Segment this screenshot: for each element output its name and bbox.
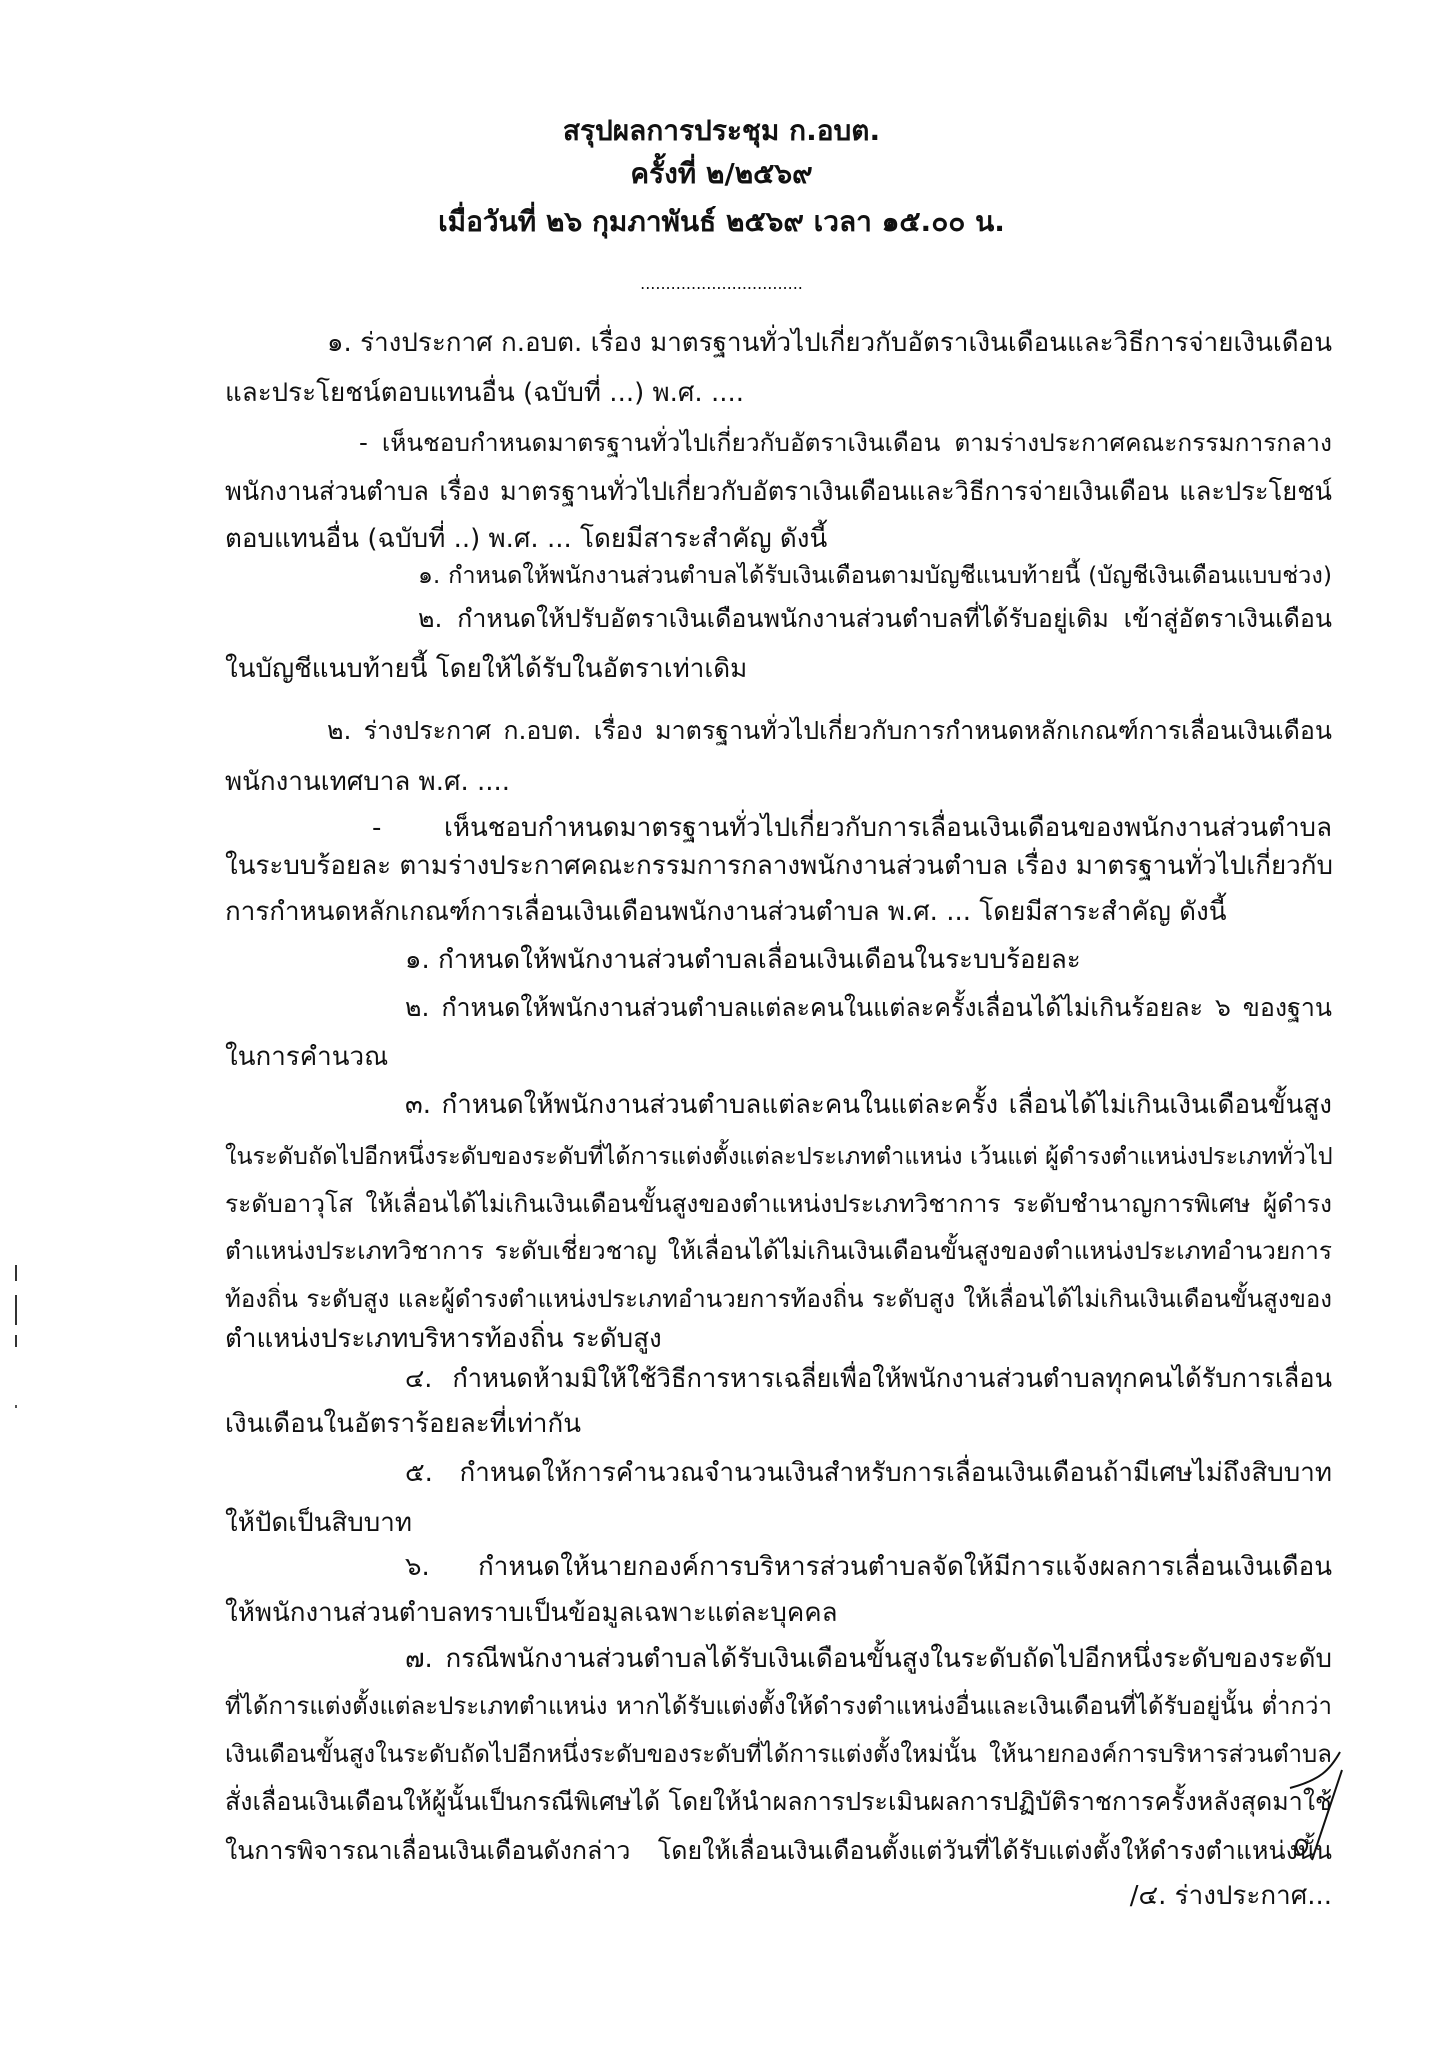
body-line: สั่งเลื่อนเงินเดือนให้ผู้นั้นเป็นกรณีพิเศษได้ โดยให้นำผลการประเมินผลการปฏิบัติราชการครั้งหลังสุดมาใช้ (225, 1787, 1332, 1816)
body-line: พนักงานส่วนตำบล เรื่อง มาตรฐานทั่วไปเกี่ยวกับอัตราเงินเดือนและวิธีการจ่ายเงินเดือน และประโยชน์ (225, 477, 1332, 507)
body-line: ตอบแทนอื่น (ฉบับที่ ..) พ.ศ. ... โดยมีสาระสำคัญ ดังนี้ (225, 524, 828, 554)
body-line: พนักงานเทศบาล พ.ศ. .... (225, 767, 511, 797)
body-line: ให้พนักงานส่วนตำบลทราบเป็นข้อมูลเฉพาะแต่ละบุคคล (225, 1598, 838, 1628)
body-line: ในระบบร้อยละ ตามร่างประกาศคณะกรรมการกลางพนักงานส่วนตำบล เรื่อง มาตรฐานทั่วไปเกี่ยวกับ (225, 851, 1334, 881)
body-line: ๒. กำหนดให้พนักงานส่วนตำบลแต่ละคนในแต่ละครั้งเลื่อนได้ไม่เกินร้อยละ ๖ ของฐาน (405, 993, 1332, 1022)
body-line: - เห็นชอบกำหนดมาตรฐานทั่วไปเกี่ยวกับอัตราเงินเดือน ตามร่างประกาศคณะกรรมการกลาง (359, 428, 1332, 457)
body-line: ๖. กำหนดให้นายกองค์การบริหารส่วนตำบลจัดให้มีการแจ้งผลการเลื่อนเงินเดือน (405, 1552, 1332, 1582)
body-line: ตำแหน่งประเภทบริหารท้องถิ่น ระดับสูง (225, 1324, 662, 1354)
document-title: สรุปผลการประชุม ก.อบต. (562, 114, 881, 147)
body-line: ในบัญชีแนบท้ายนี้ โดยให้ได้รับในอัตราเท่าเดิม (225, 654, 748, 684)
scan-edge-marks-icon (14, 1265, 20, 1425)
body-line: ในการพิจารณาเลื่อนเงินเดือนดังกล่าว โดยให้เลื่อนเงินเดือนตั้งแต่วันที่ได้รับแต่งตั้งให้ดำรงตำแหน่งนั้น (225, 1836, 1332, 1865)
body-line: ในการคำนวณ (225, 1042, 389, 1072)
body-line: เงินเดือนขั้นสูงในระดับถัดไปอีกหนึ่งระดับของระดับที่ได้การแต่งตั้งใหม่นั้น ให้นายกองค์การบริหารส่วนตำบล (225, 1740, 1332, 1768)
body-line: การกำหนดหลักเกณฑ์การเลื่อนเงินเดือนพนักงานส่วนตำบล พ.ศ. ... โดยมีสาระสำคัญ ดังนี้ (225, 897, 1227, 927)
body-line: ๓. กำหนดให้พนักงานส่วนตำบลแต่ละคนในแต่ละครั้ง เลื่อนได้ไม่เกินเงินเดือนขั้นสูง (405, 1090, 1332, 1120)
body-line: ๗. กรณีพนักงานส่วนตำบลได้รับเงินเดือนขั้นสูงในระดับถัดไปอีกหนึ่งระดับของระดับ (405, 1644, 1332, 1674)
body-line: ๒. ร่างประกาศ ก.อบต. เรื่อง มาตรฐานทั่วไปเกี่ยวกับการกำหนดหลักเกณฑ์การเลื่อนเงินเดือน (327, 716, 1332, 745)
body-line: ๑. ร่างประกาศ ก.อบต. เรื่อง มาตรฐานทั่วไปเกี่ยวกับอัตราเงินเดือนและวิธีการจ่ายเงินเดือน (327, 328, 1332, 358)
body-line: ท้องถิ่น ระดับสูง และผู้ดำรงตำแหน่งประเภทอำนวยการท้องถิ่น ระดับสูง ให้เลื่อนได้ไม่เกินเงินเดือนขั้นสูงของ (225, 1285, 1332, 1313)
meeting-date: เมื่อวันที่ ๒๖ กุมภาพันธ์ ๒๕๖๙ เวลา ๑๕.๐๐ น. (438, 205, 1005, 238)
body-line: ๑. กำหนดให้พนักงานส่วนตำบลเลื่อนเงินเดือนในระบบร้อยละ (405, 945, 1081, 975)
body-line: ให้ปัดเป็นสิบบาท (225, 1508, 413, 1538)
body-line: และประโยชน์ตอบแทนอื่น (ฉบับที่ ...) พ.ศ. .... (225, 378, 744, 408)
body-line: ๒. กำหนดให้ปรับอัตราเงินเดือนพนักงานส่วนตำบลที่ได้รับอยู่เดิม เข้าสู่อัตราเงินเดือน (418, 604, 1332, 633)
body-line: ๕. กำหนดให้การคำนวณจำนวนเงินสำหรับการเลื่อนเงินเดือนถ้ามีเศษไม่ถึงสิบบาท (405, 1458, 1332, 1488)
body-line: ๔. กำหนดห้ามมิให้ใช้วิธีการหารเฉลี่ยเพื่อให้พนักงานส่วนตำบลทุกคนได้รับการเลื่อน (405, 1364, 1332, 1394)
initials-signature-icon (1260, 1750, 1350, 1870)
body-line: - เห็นชอบกำหนดมาตรฐานทั่วไปเกี่ยวกับการเลื่อนเงินเดือนของพนักงานส่วนตำบล (372, 813, 1332, 843)
body-line: ในระดับถัดไปอีกหนึ่งระดับของระดับที่ได้การแต่งตั้งแต่ละประเภทตำแหน่ง เว้นแต่ ผู้ดำรงตำแหน่งประเภททั่วไป (225, 1142, 1333, 1170)
body-line: ระดับอาวุโส ให้เลื่อนได้ไม่เกินเงินเดือนขั้นสูงของตำแหน่งประเภทวิชาการ ระดับชำนาญการพิเศษ ผู้ดำรง (225, 1189, 1332, 1218)
body-line: ที่ได้การแต่งตั้งแต่ละประเภทตำแหน่ง หากได้รับแต่งตั้งให้ดำรงตำแหน่งอื่นและเงินเดือนที่ได้รับอยู่นั้น ต่ำกว่า (225, 1692, 1332, 1720)
body-line: ตำแหน่งประเภทวิชาการ ระดับเชี่ยวชาญ ให้เลื่อนได้ไม่เกินเงินเดือนขั้นสูงของตำแหน่งประเภทอำนวยการ (225, 1236, 1332, 1265)
body-line: ๑. กำหนดให้พนักงานส่วนตำบลได้รับเงินเดือนตามบัญชีแนบท้ายนี้ (บัญชีเงินเดือนแบบช่วง) (418, 561, 1332, 589)
body-line: เงินเดือนในอัตราร้อยละที่เท่ากัน (225, 1409, 582, 1439)
separator-dots: ................................ (640, 274, 803, 293)
meeting-session: ครั้งที่ ๒/๒๕๖๙ (630, 157, 813, 190)
continuation-note: /๔. ร่างประกาศ... (1129, 1881, 1332, 1911)
